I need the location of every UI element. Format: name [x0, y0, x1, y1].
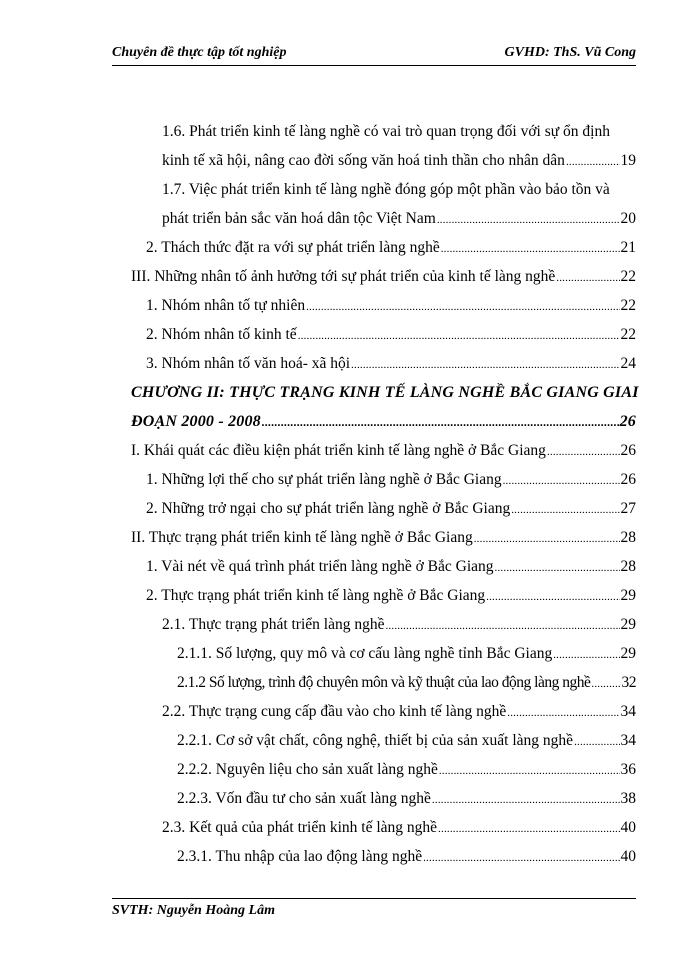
- toc-entry-text: 2.1.2 Số lượng, trình độ chuyên môn và kỹ thuật của lao động làng nghề: [177, 674, 591, 691]
- toc-page-number: 40: [620, 848, 636, 865]
- toc-entry-text: 2.3.1. Thu nhập của lao động làng nghề: [177, 848, 423, 865]
- leader-dots: [591, 675, 620, 693]
- leader-dots: [441, 240, 620, 258]
- toc-entry-text: ĐOẠN 2000 - 2008: [131, 413, 261, 430]
- toc-page-number: 24: [620, 355, 636, 372]
- toc-entry-text: 2.1. Thực trạng phát triển làng nghề: [162, 616, 385, 633]
- toc-page-number: 20: [620, 210, 636, 227]
- toc-entry[interactable]: [131, 442, 636, 461]
- toc-entry-line: 1.6. Phát triển kinh tế làng nghề có vai trò quan trọng đối với sự ổn định: [162, 123, 610, 140]
- toc-entry-text: 2. Thách thức đặt ra với sự phát triển làng nghề: [146, 239, 440, 256]
- toc-entry-text: kinh tế xã hội, nâng cao đời sống văn hoá tinh thần cho nhân dân: [162, 152, 565, 169]
- toc-page-number: 29: [620, 616, 636, 633]
- leader-dots: [298, 327, 620, 345]
- toc-entry-text: 1. Nhóm nhân tố tự nhiên: [146, 297, 306, 314]
- leader-dots: [574, 733, 619, 751]
- leader-dots: [306, 298, 619, 316]
- leader-dots: [566, 153, 620, 171]
- toc-entry[interactable]: [131, 268, 636, 287]
- leader-dots: [423, 849, 619, 867]
- leader-dots: [503, 472, 620, 490]
- toc-entry[interactable]: [131, 529, 636, 548]
- toc-page-number: 21: [620, 239, 636, 256]
- toc-page-number: 28: [620, 529, 636, 546]
- leader-dots: [556, 269, 619, 287]
- leader-dots: [432, 791, 620, 809]
- page-header: [112, 43, 636, 66]
- leader-dots: [547, 443, 620, 461]
- toc-entry[interactable]: [131, 413, 636, 431]
- toc-entry-text: 2.2.3. Vốn đầu tư cho sản xuất làng nghề: [177, 790, 431, 807]
- toc-entry-text: 2.1.1. Số lượng, quy mô và cơ cấu làng nghề tỉnh Bắc Giang: [177, 645, 553, 662]
- toc-entry[interactable]: [162, 210, 636, 229]
- toc-page-number: 22: [620, 326, 636, 343]
- leader-dots: [474, 530, 620, 548]
- leader-dots: [351, 356, 619, 374]
- toc-page-number: 38: [620, 790, 636, 807]
- toc-page-number: 40: [620, 819, 636, 836]
- toc-entry[interactable]: [146, 297, 636, 316]
- advisor-name: GVHD: ThS. Vũ Cong: [504, 45, 636, 60]
- toc-entry[interactable]: [146, 500, 636, 519]
- toc-page-number: 19: [620, 152, 636, 169]
- leader-dots: [507, 704, 619, 722]
- toc-page-number: 29: [620, 645, 636, 662]
- toc-page-number: 36: [620, 761, 636, 778]
- toc-entry-text: 2.2. Thực trạng cung cấp đầu vào cho kinh tế làng nghề: [162, 703, 507, 720]
- toc-entry-text: 1. Những lợi thế cho sự phát triển làng nghề ở Bắc Giang: [146, 471, 502, 488]
- toc-entry-text: III. Những nhân tố ảnh hưởng tới sự phát triển của kinh tế làng nghề: [131, 268, 556, 285]
- leader-dots: [486, 588, 619, 606]
- leader-dots: [553, 646, 619, 664]
- toc-page-number: 34: [620, 703, 636, 720]
- toc-entry[interactable]: [146, 587, 636, 606]
- leader-dots: [437, 211, 620, 229]
- toc-entry-text: 3. Nhóm nhân tố văn hoá- xã hội: [146, 355, 351, 372]
- leader-dots: [511, 501, 619, 519]
- toc-entry[interactable]: [177, 732, 636, 751]
- leader-dots: [438, 820, 619, 838]
- toc-entry-text: 2.3. Kết quả của phát triển kinh tế làng nghề: [162, 819, 438, 836]
- toc-page-number: 27: [620, 500, 636, 517]
- toc-page-number: 22: [620, 268, 636, 285]
- toc-entry[interactable]: [146, 239, 636, 258]
- toc-page-number: 26: [620, 442, 636, 459]
- student-name: SVTH: Nguyễn Hoàng Lâm: [112, 903, 275, 918]
- toc-page-number: 32: [621, 674, 636, 691]
- toc-page-number: 26: [619, 413, 636, 430]
- toc-entry-text: I. Khái quát các điều kiện phát triển kinh tế làng nghề ở Bắc Giang: [131, 442, 546, 459]
- toc-page-number: 22: [620, 297, 636, 314]
- toc-entry-text: 2. Nhóm nhân tố kinh tế: [146, 326, 297, 343]
- leader-dots: [385, 617, 619, 635]
- toc-entry[interactable]: [146, 558, 636, 577]
- toc-entry-text: 2.2.1. Cơ sở vật chất, công nghệ, thiết bị của sản xuất làng nghề: [177, 732, 574, 749]
- toc-page-number: 26: [620, 471, 636, 488]
- leader-dots: [439, 762, 620, 780]
- toc-page-number: 34: [620, 732, 636, 749]
- toc-entry[interactable]: [146, 326, 636, 345]
- toc-page-number: 29: [620, 587, 636, 604]
- toc-entry-text: 2. Thực trạng phát triển kinh tế làng nghề ở Bắc Giang: [146, 587, 486, 604]
- toc-entry[interactable]: [177, 674, 636, 693]
- toc-entry[interactable]: [177, 645, 636, 664]
- toc-entry[interactable]: [146, 355, 636, 374]
- toc-entry-line: 1.7. Việc phát triển kinh tế làng nghề đóng góp một phần vào bảo tồn và: [162, 181, 610, 198]
- toc-entry[interactable]: [162, 703, 636, 722]
- toc-entry-text: phát triển bản sắc văn hoá dân tộc Việt Nam: [162, 210, 436, 227]
- toc-entry-text: 2. Những trở ngại cho sự phát triển làng nghề ở Bắc Giang: [146, 500, 511, 517]
- toc-entry[interactable]: [162, 616, 636, 635]
- document-title: Chuyên đề thực tập tốt nghiệp: [112, 45, 287, 60]
- toc-entry[interactable]: [162, 152, 636, 171]
- toc-entry[interactable]: [146, 471, 636, 490]
- toc-entry-text: II. Thực trạng phát triển kinh tế làng nghề ở Bắc Giang: [131, 529, 473, 546]
- toc-entry[interactable]: [177, 761, 636, 780]
- leader-dots: [262, 413, 619, 431]
- chapter-heading: CHƯƠNG II: THỰC TRẠNG KINH TẾ LÀNG NGHỀ BẮC GIANG GIAI: [131, 384, 639, 401]
- toc-entry-text: 2.2.2. Nguyên liệu cho sản xuất làng nghề: [177, 761, 438, 778]
- toc-page-number: 28: [620, 558, 636, 575]
- toc-entry[interactable]: [162, 819, 636, 838]
- toc-entry[interactable]: [177, 790, 636, 809]
- page-footer: [112, 898, 636, 919]
- leader-dots: [495, 559, 620, 577]
- toc-entry-text: 1. Vài nét về quá trình phát triển làng nghề ở Bắc Giang: [146, 558, 494, 575]
- toc-entry[interactable]: [177, 848, 636, 867]
